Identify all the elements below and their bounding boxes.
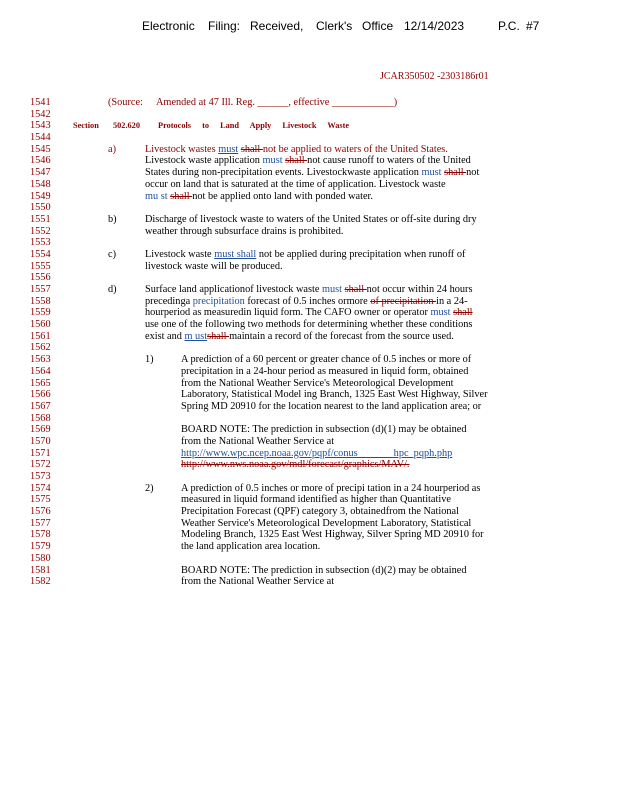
line-number: 1541: [30, 97, 51, 108]
header-filing: Filing:: [208, 19, 241, 33]
line-number: 1551: [30, 213, 51, 225]
line-1557: [0, 284, 618, 296]
line-number: 1556: [30, 272, 51, 284]
text-post: not occur within 24 hours: [366, 284, 473, 295]
shall-strike: shall: [207, 330, 230, 342]
line-1582: [0, 576, 618, 588]
line-number: 1575: [30, 494, 51, 506]
line-1548: [0, 179, 618, 191]
shall-strike: shall: [453, 307, 473, 319]
line-number: 1558: [30, 295, 51, 307]
line-number: 1576: [30, 506, 51, 518]
line-number: 1562: [30, 342, 51, 354]
line-number: 1545: [30, 143, 51, 155]
line-number: 1565: [30, 377, 51, 389]
line-text: Spring MD 20910 for the location nearest to the land application area; or: [181, 400, 482, 412]
section-number: 502.620: [113, 121, 140, 131]
text-post: maintain a record of the forecast from the source used.: [229, 330, 454, 342]
line-number: 1554: [30, 248, 51, 260]
line-number: 1550: [30, 202, 51, 214]
line-1545: [0, 144, 618, 156]
shall-strike: shall: [170, 190, 193, 202]
line-number: 1553: [30, 237, 51, 249]
line-number: 1560: [30, 319, 51, 331]
line-number: 1552: [30, 225, 51, 237]
text-post: not be applied onto land with ponded water.: [192, 190, 373, 202]
line-1574: [0, 483, 618, 495]
line-1581: [0, 565, 618, 577]
text-pre: exist and: [145, 330, 185, 342]
line-number: 1572: [30, 459, 51, 471]
text-post: in a 24-: [436, 295, 468, 307]
line-number: 1582: [30, 576, 51, 588]
line-text: from the National Weather Service at: [181, 576, 335, 588]
line-number: 1557: [30, 284, 51, 295]
nws-link-strike: http://www.nws.noaa.gov/mdl/forecast/graphics/MAV/.: [181, 459, 410, 471]
line-number: 1581: [30, 564, 51, 576]
text-pre: States during non-precipitation events. Livestockwaste application: [145, 167, 422, 179]
header-clerks: Clerk's: [316, 19, 353, 33]
line-1541: [0, 97, 618, 109]
line-number: 1578: [30, 529, 51, 541]
line-1575: [0, 494, 618, 506]
line-number: 1574: [30, 482, 51, 494]
line-text: measured in liquid formand identified as higher than Quantitative: [181, 494, 451, 506]
text-pre: precedinga: [145, 295, 193, 307]
line-number: 1543: [30, 120, 51, 132]
line-number: 1544: [30, 132, 51, 144]
line-number: 1567: [30, 400, 51, 412]
line-1562: [0, 342, 618, 354]
line-number: 1580: [30, 552, 51, 564]
line-number: 1570: [30, 435, 51, 447]
header-pc: P.C.: [498, 19, 520, 33]
must-insert: m ust: [184, 330, 208, 342]
header-electronic: Electronic: [142, 19, 195, 33]
line-1566: [0, 389, 618, 401]
must-insert: mu st: [145, 190, 168, 202]
line-1552: [0, 226, 618, 238]
line-1558: [0, 296, 618, 308]
line-number: 1568: [30, 412, 51, 424]
precipitation-insert: precipitation: [192, 295, 245, 307]
text-mid: forecast of 0.5 inches ormore: [244, 295, 371, 307]
precipitation-strike: of precipitation: [370, 295, 437, 307]
item-label: c): [108, 248, 116, 260]
must-insert: must shall: [214, 248, 257, 260]
line-1580: [0, 553, 618, 565]
line-number: 1569: [30, 424, 51, 436]
line-number: 1549: [30, 190, 51, 202]
line-1551: [0, 214, 618, 226]
line-number: 1571: [30, 447, 51, 459]
subitem-label: 2): [145, 482, 154, 494]
line-1572: [0, 459, 618, 471]
line-1571: [0, 448, 618, 460]
text-post: not be applied during precipitation when runoff of: [256, 248, 466, 260]
must-insert: must: [218, 143, 239, 155]
line-number: 1573: [30, 471, 51, 482]
line-text: the land application area location.: [181, 541, 321, 553]
line-1549: [0, 191, 618, 203]
text-pre: Livestock waste: [145, 248, 215, 260]
text-post: not cause runoff to waters of the United: [307, 155, 471, 167]
document-code: JCAR350502 -2303186r01: [380, 71, 489, 82]
line-1573: [0, 471, 618, 483]
line-number: 1542: [30, 108, 51, 120]
line-1570: [0, 436, 618, 448]
line-number: 1579: [30, 541, 51, 553]
line-1569: [0, 424, 618, 436]
board-note: BOARD NOTE: The prediction in subsection (d)(1) may be obtained: [181, 424, 467, 436]
text-pre: Surface land applicationof livestock waste: [145, 284, 322, 295]
line-1577: [0, 518, 618, 530]
line-1559: [0, 307, 618, 319]
line-number: 1566: [30, 389, 51, 401]
line-number: 1564: [30, 365, 51, 377]
text-post: not: [466, 167, 480, 179]
line-text: occur on land that is saturated at the time of application. Livestock waste: [145, 178, 446, 190]
board-note: BOARD NOTE: The prediction in subsection (d)(2) may be obtained: [181, 564, 467, 576]
wpc-link[interactable]: http://www.wpc.ncep.noaa.gov/pqpf/conus hpc_pqph.php: [181, 447, 453, 459]
line-text: livestock waste will be produced.: [145, 260, 283, 272]
line-text: precipitation in a 24-hour period as measured in liquid form, obtained: [181, 365, 469, 377]
line-text: from the National Weather Service at: [181, 435, 335, 447]
shall-strike: shall: [240, 143, 263, 155]
line-1544: [0, 132, 618, 144]
must-insert: must: [430, 307, 451, 319]
line-text: from the National Weather Service's Meteorological Development: [181, 377, 454, 389]
line-1579: [0, 541, 618, 553]
line-number: 1561: [30, 330, 51, 342]
header-office: Office: [362, 19, 394, 33]
line-number: 1546: [30, 155, 51, 167]
line-text: A prediction of a 60 percent or greater chance of 0.5 inches or more of: [181, 354, 472, 366]
header-pc-number: #7: [526, 19, 540, 33]
shall-strike: shall: [344, 284, 367, 295]
line-number: 1547: [30, 167, 51, 179]
text-pre: Livestock waste application: [145, 155, 263, 167]
line-1555: [0, 261, 618, 273]
line-1568: [0, 413, 618, 425]
text-post: not be applied to waters of the United States.: [262, 143, 448, 155]
line-number: 1563: [30, 354, 51, 366]
line-number: 1577: [30, 517, 51, 529]
text-pre: hourperiod as measuredin liquid form. The CAFO owner or operator: [145, 307, 431, 319]
line-1550: [0, 202, 618, 214]
line-1578: [0, 529, 618, 541]
line-number: 1548: [30, 178, 51, 190]
line-text: Weather Service's Meteorological Development Laboratory, Statistical: [181, 517, 472, 529]
line-1546: [0, 155, 618, 167]
section-label: Section: [73, 121, 99, 131]
line-text: A prediction of 0.5 inches or more of precipi tation in a 24 hourperiod as: [181, 482, 481, 494]
section-title: Protocols to Land Apply Livestock Waste: [158, 121, 350, 131]
line-1547: [0, 167, 618, 179]
item-label: b): [108, 213, 117, 225]
must-insert: must: [421, 167, 442, 179]
line-1576: [0, 506, 618, 518]
line-1543: [0, 120, 618, 132]
document-body: [0, 97, 618, 588]
must-insert: must: [262, 155, 283, 167]
source-label: (Source:: [108, 97, 143, 108]
line-1564: [0, 366, 618, 378]
line-text: Modeling Branch, 1325 East West Highway, Silver Spring MD 20910 for: [181, 529, 484, 541]
must-insert: must: [322, 284, 343, 295]
line-text: Precipitation Forecast (QPF) category 3, obtainedfrom the National: [181, 506, 459, 518]
line-1553: [0, 237, 618, 249]
line-1563: [0, 354, 618, 366]
line-1567: [0, 401, 618, 413]
line-text: Discharge of livestock waste to waters of the United States or off-site during dry: [145, 213, 477, 225]
header-date: 12/14/2023: [404, 19, 465, 33]
text-pre: Livestock wastes: [145, 143, 219, 155]
shall-strike: shall: [285, 155, 308, 167]
item-label: d): [108, 284, 117, 295]
line-1561: [0, 331, 618, 343]
filing-header: [0, 19, 618, 35]
line-1554: [0, 249, 618, 261]
line-1565: [0, 378, 618, 390]
amended-text: Amended at 47 Ill. Reg. ______, effective ____________): [156, 97, 398, 108]
line-1560: [0, 319, 618, 331]
line-text: weather through subsurface drains is prohibited.: [145, 225, 344, 237]
header-received: Received,: [250, 19, 304, 33]
line-number: 1559: [30, 307, 51, 319]
line-text: Laboratory, Statistical Model ing Branch, 1325 East West Highway, Silver: [181, 389, 488, 401]
line-text: use one of the following two methods for determining whether these conditions: [145, 319, 473, 331]
item-label: a): [108, 143, 116, 155]
subitem-label: 1): [145, 354, 154, 366]
line-1556: [0, 272, 618, 284]
line-1542: [0, 109, 618, 121]
shall-strike: shall: [444, 167, 467, 179]
line-number: 1555: [30, 260, 51, 272]
